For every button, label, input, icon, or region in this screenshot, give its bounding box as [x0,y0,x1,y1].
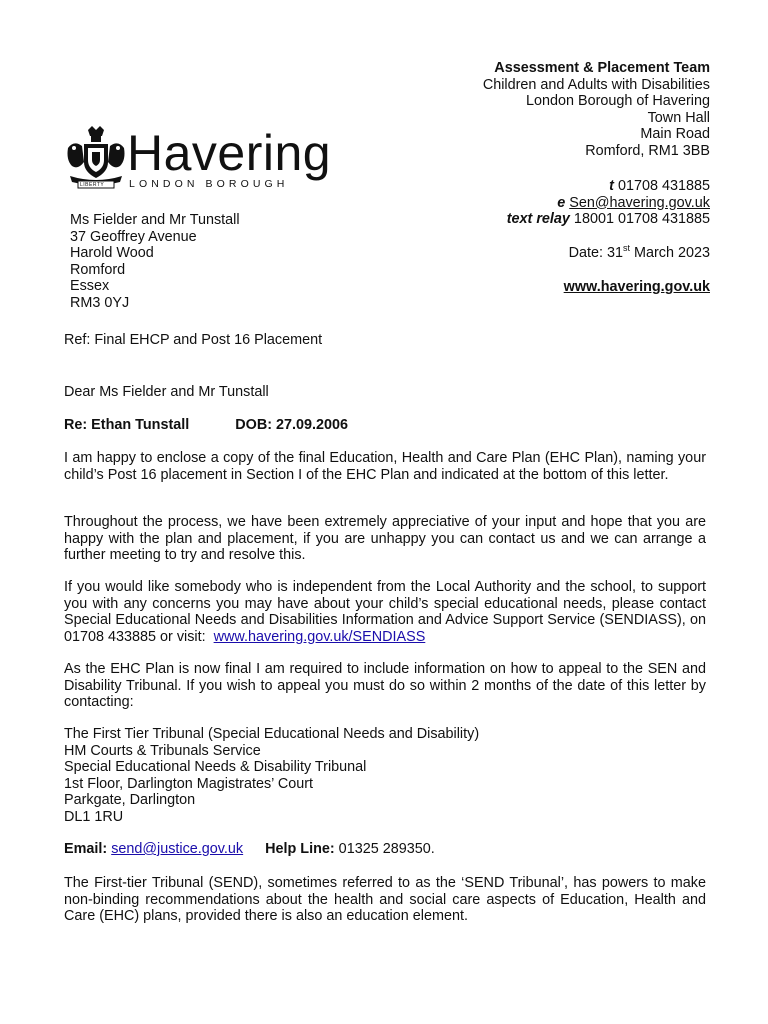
paragraph-5: The First-tier Tribunal (SEND), sometimes referred to as the ‘SEND Tribunal’, has powers to make non-binding recommendations about the health and social care aspects of Education, Health and Care (EHC) plans, provided there is also an education element. [64,875,706,925]
team-name: Assessment & Placement Team [494,60,710,76]
sendiass-link[interactable]: www.havering.gov.uk/SENDIASS [213,628,426,645]
tribunal-line: HM Courts & Tribunals Service [64,742,261,759]
recipient-address [70,212,240,312]
website-link[interactable]: www.havering.gov.uk [563,279,710,295]
subject-name: Re: Ethan Tunstall [64,417,190,433]
recipient-line: 37 Geoffrey Avenue [70,228,197,245]
recipient-line: Romford [70,261,126,278]
paragraph-1: I am happy to enclose a copy of the final Education, Health and Care Plan (EHC Plan), naming your child’s Post 16 placement in Section I of the EHC Plan and indicated at the bottom of this letter. [64,450,706,483]
tribunal-email-label: Email: [64,841,108,857]
tribunal-address [64,726,706,826]
crest-motto: LIBERTY [80,182,105,188]
helpline-label: Help Line: [265,841,335,857]
subject-line [64,417,706,434]
email-label: e [557,194,566,211]
relay-value: 18001 01708 431885 [569,211,710,228]
tribunal-line: DL1 1RU [64,808,124,825]
relay-line [290,211,710,228]
relay-label: text relay [506,211,570,228]
helpline-value: 01325 289350. [334,841,435,857]
dept-line-5: Romford, RM1 3BB [585,142,710,159]
sender-email-link[interactable]: Sen@havering.gov.uk [569,194,710,211]
recipient-line: Harold Wood [70,245,154,262]
logo-subtitle: LONDON BOROUGH [129,178,289,190]
sender-block [290,60,710,160]
havering-crest-icon [66,126,126,190]
recipient-line: Essex [70,278,110,295]
paragraph-2: Throughout the process, we have been extremely appreciative of your input and hope that you are happy with the plan and placement, if you are unhappy you can contact us and we can arrange a further meeting to try and resolve this. [64,514,706,564]
dept-line-4: Main Road [640,126,710,143]
phone-label: t [609,178,614,194]
tribunal-line: The First Tier Tribunal (Special Educational Needs and Disability) [64,726,480,742]
dept-line-2: London Borough of Havering [525,93,710,110]
tribunal-line: Parkgate, Darlington [64,792,196,809]
recipient-line: Ms Fielder and Mr Tunstall [70,212,240,228]
letter-date: Date: 31st March 2023 [568,243,710,261]
date-suffix: st [622,243,630,254]
dept-line-1: Children and Adults with Disabilities [482,76,710,93]
subject-dob: DOB: 27.09.2006 [235,417,349,433]
reference-line: Ref: Final EHCP and Post 16 Placement [64,332,323,348]
tribunal-line: 1st Floor, Darlington Magistrates’ Court [64,775,314,792]
logo-wordmark: Havering [127,125,332,181]
dept-line-3: Town Hall [647,109,710,126]
tribunal-email-link[interactable]: send@justice.gov.uk [111,841,244,857]
email-line [290,195,710,212]
salutation: Dear Ms Fielder and Mr Tunstall [64,384,269,400]
recipient-line: RM3 0YJ [70,294,130,311]
phone-value: 01708 431885 [613,178,710,194]
paragraph-4: As the EHC Plan is now final I am required to include information on how to appeal to the SEN and Disability Tribunal. If you wish to appeal you must do so within 2 months of the date of this letter by contacting: [64,661,706,711]
tribunal-line: Special Educational Needs & Disability Tribunal [64,759,367,776]
tribunal-contact [64,841,706,858]
paragraph-3: If you would like somebody who is independent from the Local Authority and the school, to support you with any concerns you may have about your child’s special educational needs, please contact Special Educational Needs and Disabilities Information and Advice Support Service (SENDIASS), on 01708 433885 or visit: www.havering.gov.uk/SENDIASS [64,579,706,645]
phone-line [290,178,710,195]
contact-block [290,178,710,228]
